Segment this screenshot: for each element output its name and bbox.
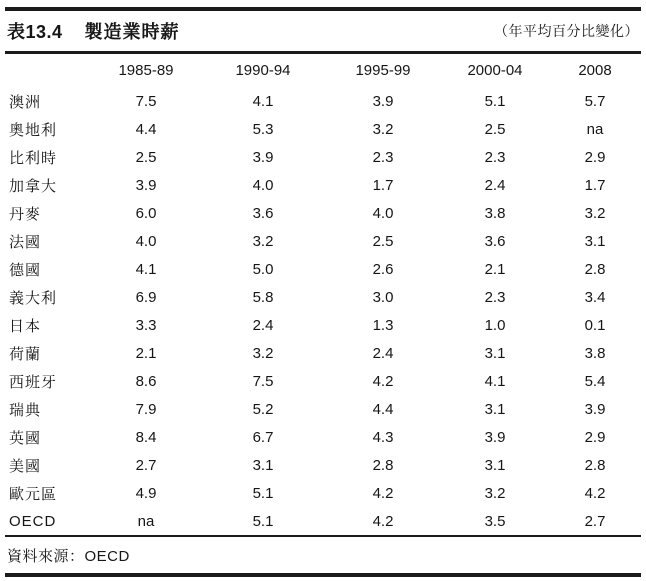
cell-value: 2.9 <box>584 428 606 446</box>
header-row <box>5 54 641 87</box>
cell-value: 3.6 <box>484 232 506 250</box>
row-label: 澳洲 <box>9 93 42 111</box>
source-note: 資料來源：OECD <box>7 547 130 565</box>
cell-value: 2.3 <box>372 148 394 166</box>
row-label: 美國 <box>9 457 42 475</box>
table-row <box>5 143 641 171</box>
cell-value: 2.3 <box>484 148 506 166</box>
row-label: 丹麥 <box>9 205 42 223</box>
table-title-group <box>7 18 180 44</box>
cell-value: 2.4 <box>372 344 394 362</box>
column-header: 1990-94 <box>235 62 291 79</box>
cell-value: 2.1 <box>135 344 157 362</box>
table-row <box>5 451 641 479</box>
table-row <box>5 423 641 451</box>
row-label: 西班牙 <box>9 373 58 391</box>
table-body <box>5 87 641 535</box>
cell-value: 3.6 <box>252 204 274 222</box>
cell-value: 5.8 <box>252 288 274 306</box>
row-label: 歐元區 <box>9 485 58 503</box>
cell-value: 4.2 <box>372 484 394 502</box>
cell-value: 4.0 <box>135 232 157 250</box>
cell-value: 3.4 <box>584 288 606 306</box>
cell-value: 3.2 <box>252 344 274 362</box>
cell-value: 1.7 <box>584 176 606 194</box>
cell-value: 4.0 <box>252 176 274 194</box>
cell-value: 4.1 <box>252 92 274 110</box>
cell-value: 6.7 <box>252 428 274 446</box>
table-titlebar <box>5 11 641 51</box>
table-row <box>5 395 641 423</box>
cell-value: 2.5 <box>372 232 394 250</box>
cell-value: na <box>137 512 155 530</box>
column-header: 2008 <box>578 62 612 79</box>
cell-value: 2.4 <box>484 176 506 194</box>
cell-value: na <box>586 120 604 138</box>
cell-value: 3.0 <box>372 288 394 306</box>
cell-value: 5.4 <box>584 372 606 390</box>
header-spacer <box>5 54 91 87</box>
cell-value: 2.8 <box>372 456 394 474</box>
cell-value: 3.1 <box>484 456 506 474</box>
bottom-rule <box>5 573 641 577</box>
cell-value: 1.7 <box>372 176 394 194</box>
data-table <box>5 54 641 535</box>
cell-value: 5.7 <box>584 92 606 110</box>
table-row <box>5 115 641 143</box>
row-label: 義大利 <box>9 289 58 307</box>
cell-value: 8.6 <box>135 372 157 390</box>
table-title: 製造業時薪 <box>84 22 180 42</box>
cell-value: 2.8 <box>584 456 606 474</box>
cell-value: 3.9 <box>135 176 157 194</box>
cell-value: 3.1 <box>584 232 606 250</box>
source-bar <box>5 537 641 573</box>
cell-value: 2.3 <box>484 288 506 306</box>
cell-value: 2.4 <box>252 316 274 334</box>
cell-value: 5.2 <box>252 400 274 418</box>
table-row <box>5 479 641 507</box>
row-label: 比利時 <box>9 149 58 167</box>
cell-value: 3.2 <box>484 484 506 502</box>
cell-value: 3.2 <box>252 232 274 250</box>
cell-value: 4.1 <box>484 372 506 390</box>
cell-value: 4.2 <box>584 484 606 502</box>
cell-value: 2.6 <box>372 260 394 278</box>
table-row <box>5 283 641 311</box>
cell-value: 7.5 <box>135 92 157 110</box>
cell-value: 5.0 <box>252 260 274 278</box>
column-header: 1985-89 <box>118 62 174 79</box>
row-label: 瑞典 <box>9 401 42 419</box>
cell-value: 4.3 <box>372 428 394 446</box>
cell-value: 3.9 <box>584 400 606 418</box>
row-label: 加拿大 <box>9 177 58 195</box>
cell-value: 3.8 <box>484 204 506 222</box>
cell-value: 4.1 <box>135 260 157 278</box>
cell-value: 4.4 <box>372 400 394 418</box>
cell-value: 7.5 <box>252 372 274 390</box>
table-unit-note: （年平均百分比變化） <box>494 23 639 39</box>
cell-value: 0.1 <box>584 316 606 334</box>
column-header: 2000-04 <box>467 62 523 79</box>
cell-value: 3.2 <box>584 204 606 222</box>
table-number: 表13.4 <box>7 22 63 42</box>
table-row <box>5 87 641 115</box>
table-row <box>5 171 641 199</box>
table-row <box>5 311 641 339</box>
cell-value: 2.7 <box>135 456 157 474</box>
cell-value: 5.1 <box>484 92 506 110</box>
cell-value: 6.9 <box>135 288 157 306</box>
row-label: 德國 <box>9 261 42 279</box>
row-label: OECD <box>9 512 57 530</box>
row-label: 英國 <box>9 429 42 447</box>
row-label: 日本 <box>9 317 42 335</box>
table-row <box>5 255 641 283</box>
cell-value: 4.0 <box>372 204 394 222</box>
cell-value: 4.4 <box>135 120 157 138</box>
cell-value: 5.1 <box>252 484 274 502</box>
cell-value: 3.9 <box>372 92 394 110</box>
cell-value: 3.5 <box>484 512 506 530</box>
table-row <box>5 199 641 227</box>
cell-value: 6.0 <box>135 204 157 222</box>
cell-value: 2.7 <box>584 512 606 530</box>
row-label: 荷蘭 <box>9 345 42 363</box>
cell-value: 5.3 <box>252 120 274 138</box>
cell-value: 1.0 <box>484 316 506 334</box>
cell-value: 3.9 <box>252 148 274 166</box>
row-label: 奧地利 <box>9 121 58 139</box>
cell-value: 2.8 <box>584 260 606 278</box>
table-row <box>5 339 641 367</box>
cell-value: 2.5 <box>484 120 506 138</box>
column-header: 1995-99 <box>355 62 411 79</box>
cell-value: 8.4 <box>135 428 157 446</box>
cell-value: 2.5 <box>135 148 157 166</box>
cell-value: 3.1 <box>252 456 274 474</box>
table-header <box>5 54 641 87</box>
cell-value: 3.9 <box>484 428 506 446</box>
cell-value: 2.9 <box>584 148 606 166</box>
cell-value: 1.3 <box>372 316 394 334</box>
cell-value: 4.2 <box>372 512 394 530</box>
table-row <box>5 367 641 395</box>
row-label: 法國 <box>9 233 42 251</box>
cell-value: 7.9 <box>135 400 157 418</box>
cell-value: 3.1 <box>484 400 506 418</box>
cell-value: 3.8 <box>584 344 606 362</box>
cell-value: 5.1 <box>252 512 274 530</box>
table-row <box>5 227 641 255</box>
cell-value: 4.2 <box>372 372 394 390</box>
cell-value: 3.2 <box>372 120 394 138</box>
cell-value: 3.3 <box>135 316 157 334</box>
cell-value: 2.1 <box>484 260 506 278</box>
cell-value: 4.9 <box>135 484 157 502</box>
table-row <box>5 507 641 535</box>
cell-value: 3.1 <box>484 344 506 362</box>
